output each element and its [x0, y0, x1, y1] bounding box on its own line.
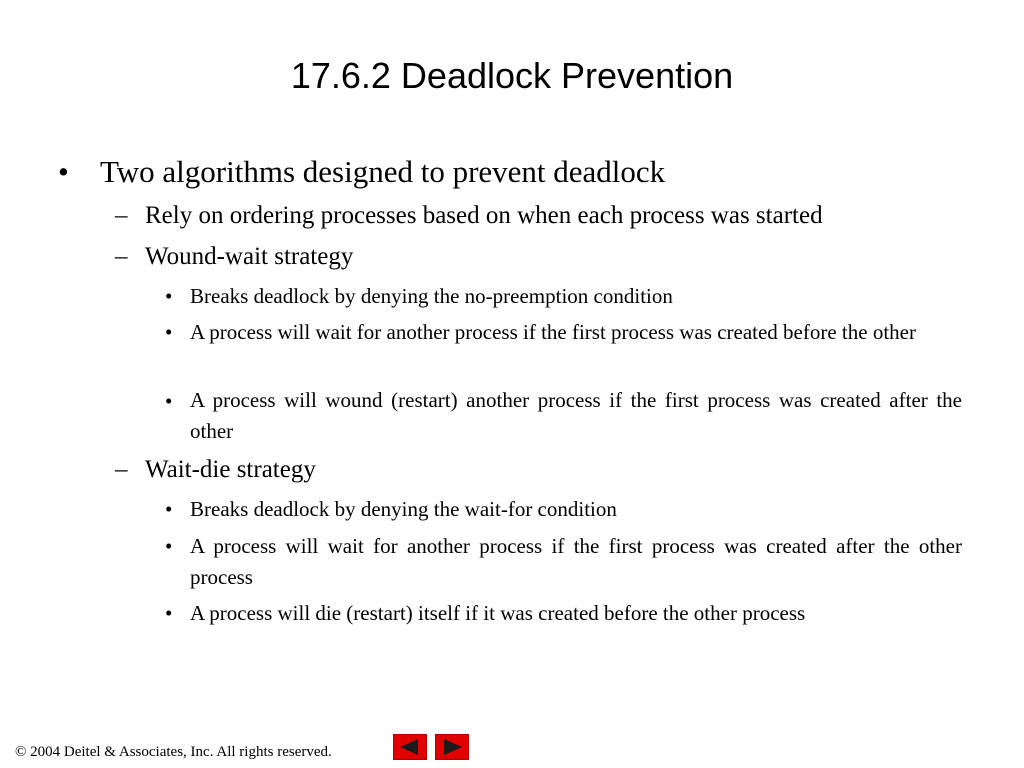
dash-marker: –: [115, 202, 128, 229]
bullet-two-algorithms: Two algorithms designed to prevent deadlock: [100, 154, 666, 189]
sub-bullet-marker: •: [165, 601, 173, 625]
dash-marker: –: [115, 456, 128, 483]
sub-bullet-no-preemption: Breaks deadlock by denying the no-preemption condition: [190, 284, 673, 308]
next-slide-button[interactable]: [435, 734, 469, 760]
sub-bullet-marker: •: [165, 284, 173, 308]
sub-bullet-marker: •: [165, 534, 173, 558]
bullet-wound-wait: Wound-wait strategy: [145, 243, 354, 270]
slide-title: 17.6.2 Deadlock Prevention: [290, 55, 734, 96]
previous-slide-button[interactable]: [393, 734, 427, 760]
copyright-footer: © 2004 Deitel & Associates, Inc. All rights reserved.: [15, 744, 332, 760]
sub-bullet-marker: •: [165, 497, 173, 521]
dash-marker: –: [115, 243, 128, 270]
sub-bullet-wait-for: Breaks deadlock by denying the wait-for condition: [190, 497, 617, 521]
sub-bullet-wait-created-before: A process will wait for another process if the first process was created before the other: [190, 320, 916, 344]
sub-bullet-marker: •: [165, 320, 173, 344]
sub-bullet-marker: •: [165, 389, 173, 413]
sub-bullet-wound-created-after: A process will wound (restart) another process if the first process was created after the other: [190, 388, 962, 443]
left-arrow-icon: [394, 735, 426, 759]
bullet-wait-die: Wait-die strategy: [145, 456, 316, 483]
right-arrow-icon: [436, 735, 468, 759]
bullet-marker: •: [58, 154, 69, 189]
bullet-rely-on-ordering: Rely on ordering processes based on when each process was started: [145, 202, 823, 229]
sub-bullet-die-created-before: A process will die (restart) itself if it was created before the other process: [190, 601, 806, 625]
sub-bullet-wait-created-after: A process will wait for another process if the first process was created after the other process: [190, 534, 962, 589]
